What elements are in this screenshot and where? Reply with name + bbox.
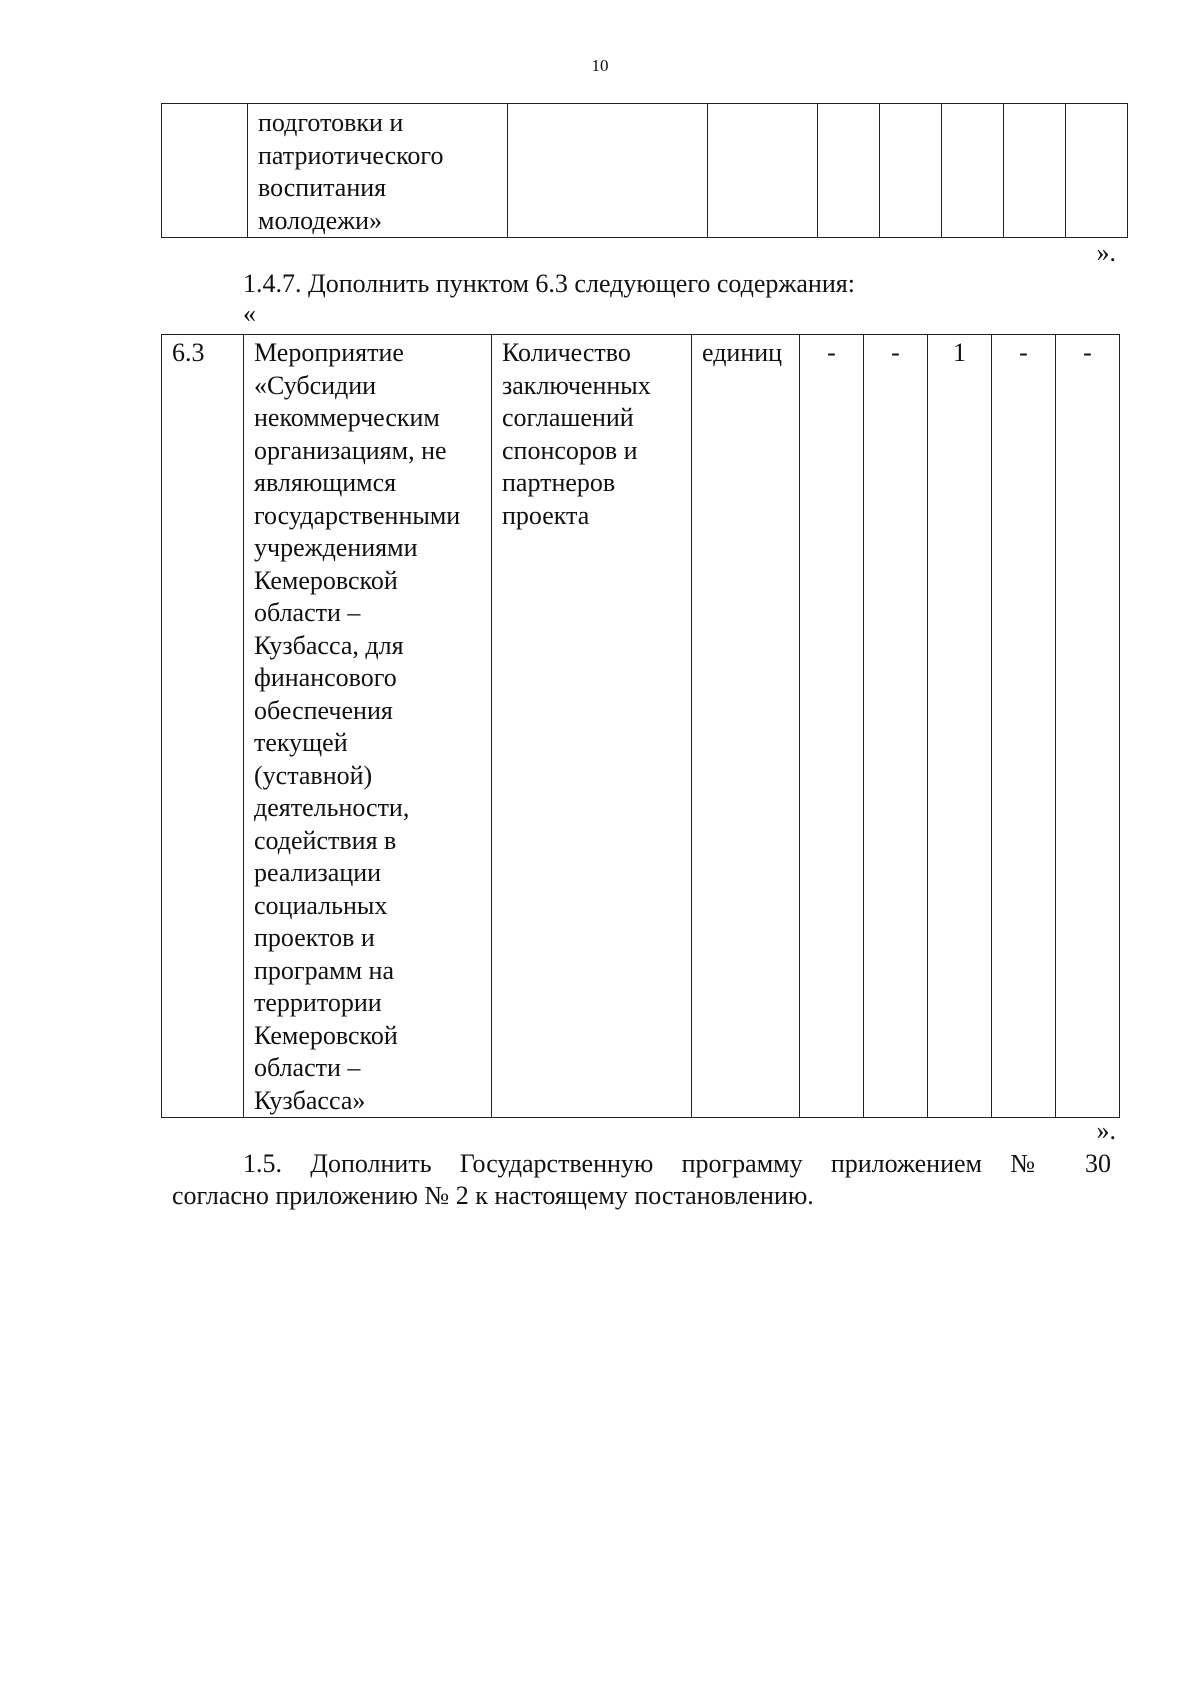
indicator-line: Количество <box>502 338 631 367</box>
indicator-line: партнеров <box>502 468 616 497</box>
event-name-line: социальных <box>254 890 388 920</box>
indicator-cell <box>508 104 708 238</box>
event-name-line: учреждениями <box>254 533 418 562</box>
unit-cell <box>708 104 818 238</box>
event-name-line: деятельности, <box>254 793 410 822</box>
event-name-line: некоммерческим <box>254 403 440 432</box>
event-name-line: обеспечения <box>254 695 393 725</box>
indicator-line: соглашений <box>502 403 634 432</box>
event-name-line: программ на <box>254 955 394 985</box>
event-name-line: территории <box>254 988 382 1017</box>
event-name-line: проектов и <box>254 923 375 952</box>
event-name-line: Кемеровской <box>254 1020 398 1050</box>
closing-quote: ». <box>1096 238 1116 267</box>
indicator-line: проекта <box>502 500 590 530</box>
event-name-line: организациям, не <box>254 435 447 465</box>
table-item-6-3 <box>161 334 1120 1118</box>
table-row <box>162 104 1128 238</box>
event-name-line: финансового <box>254 663 397 692</box>
value-cell: - <box>800 335 864 1118</box>
opening-quote: « <box>243 299 256 328</box>
indicator-line: заключенных <box>502 370 651 400</box>
value-cell <box>818 104 880 238</box>
event-name-line: Кузбасса, для <box>254 630 404 660</box>
event-name-line: (уставной) <box>254 760 373 790</box>
event-name-line: молодежи» <box>258 205 382 235</box>
value-cell <box>1004 104 1066 238</box>
value-cell: 1 <box>928 335 992 1118</box>
event-name-line: воспитания <box>258 173 387 202</box>
event-name-cell <box>244 335 492 1118</box>
event-name-line: государственными <box>254 500 461 530</box>
event-name-line: Кемеровской <box>254 565 398 595</box>
indicator-line: спонсоров и <box>502 435 638 465</box>
value-cell <box>942 104 1004 238</box>
value-cell: - <box>992 335 1056 1118</box>
page-number: 10 <box>591 56 609 75</box>
row-number-cell <box>162 104 248 238</box>
event-name-line: области – <box>254 598 361 627</box>
value-cell: - <box>864 335 928 1118</box>
event-name-line: патриотического <box>258 140 444 170</box>
event-name-line: текущей <box>254 728 348 757</box>
value-cell: - <box>1056 335 1120 1118</box>
event-name-line: области – <box>254 1053 361 1082</box>
event-name-line: подготовки и <box>258 108 404 137</box>
event-name-line: являющимся <box>254 468 397 497</box>
table-row <box>162 335 1120 1118</box>
paragraph-1-4-7: 1.4.7. Дополнить пунктом 6.3 следующего содержания: <box>243 269 855 298</box>
event-name-line: Мероприятие <box>254 338 404 367</box>
event-name-line: «Субсидии <box>254 370 377 400</box>
row-number-cell: 6.3 <box>162 335 244 1118</box>
value-cell <box>880 104 942 238</box>
value-cell <box>1066 104 1128 238</box>
event-name-line: содействия в <box>254 825 397 855</box>
paragraph-1-5-line-1: 1.5. Дополнить Государственную программу приложением № 30 <box>243 1149 1111 1178</box>
event-name-line: реализации <box>254 858 382 887</box>
paragraph-1-5-line-2: согласно приложению № 2 к настоящему постановлению. <box>172 1181 814 1210</box>
indicator-cell <box>492 335 692 1118</box>
closing-quote: ». <box>1096 1116 1116 1145</box>
unit-cell: единиц <box>692 335 800 1118</box>
event-name-line: Кузбасса» <box>254 1085 366 1115</box>
table-continuation <box>161 103 1128 238</box>
event-name-cell <box>248 104 508 238</box>
